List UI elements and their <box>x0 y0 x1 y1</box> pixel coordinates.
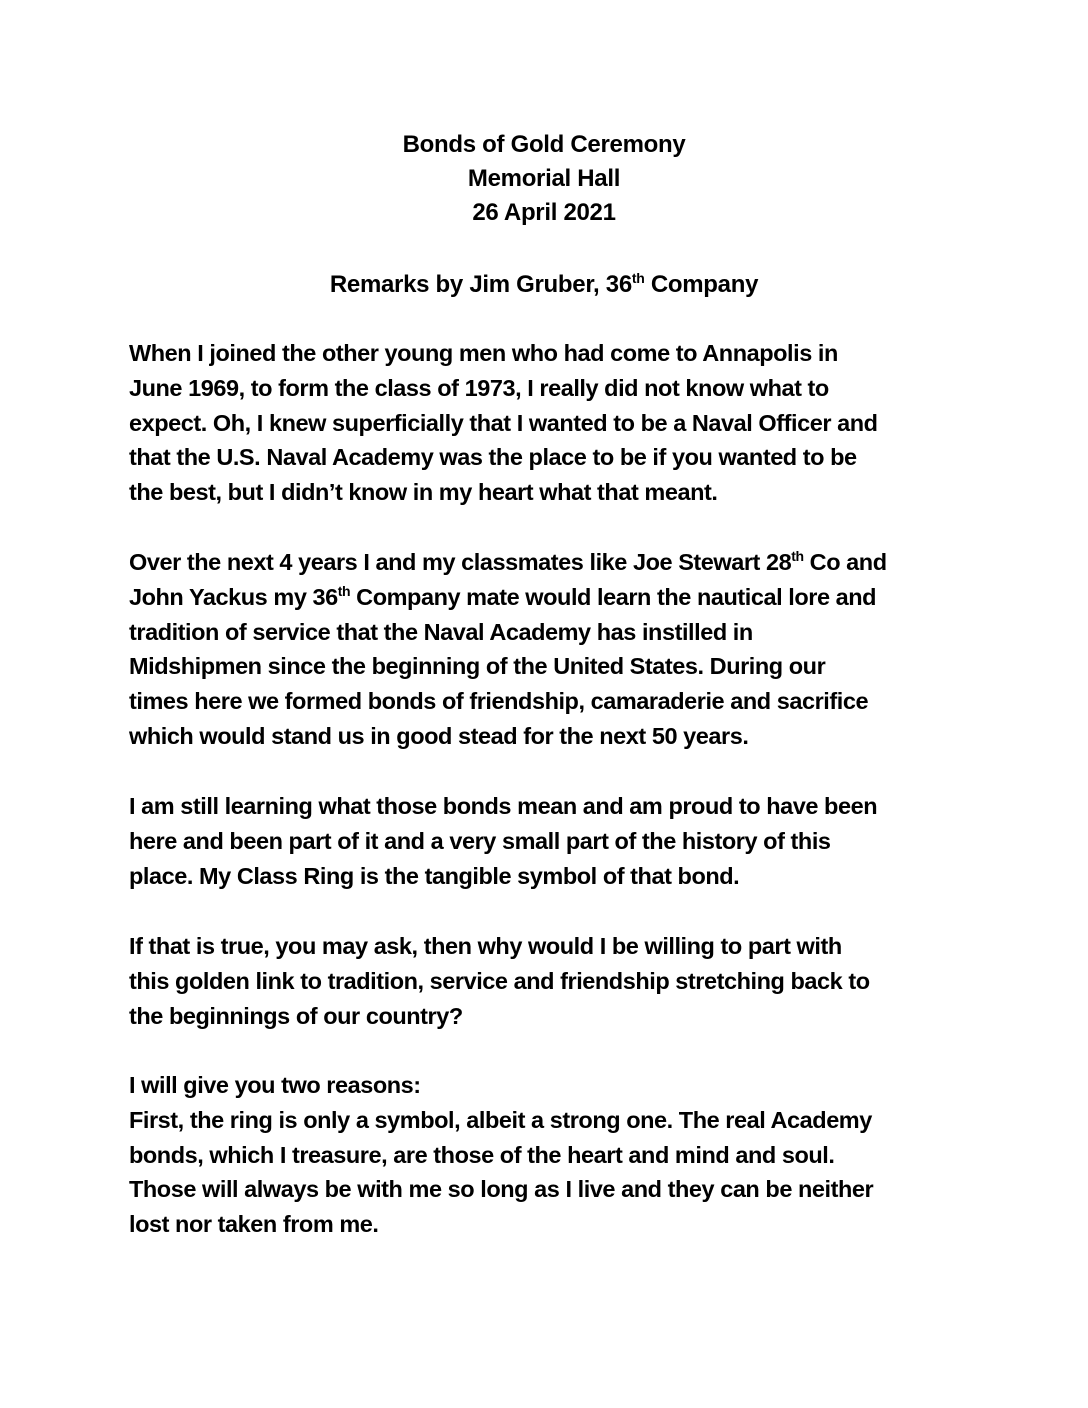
paragraph-line: here and been part of it and a very small part of the history of this <box>129 827 831 854</box>
ceremony-date: 26 April 2021 <box>472 199 616 226</box>
paragraph-line: Midshipmen since the beginning of the United States. During our <box>129 653 826 680</box>
line-text: Over the next 4 years I and my classmates like Joe Stewart 28 <box>129 549 792 575</box>
paragraph-line: which would stand us in good stead for the next 50 years. <box>129 722 749 749</box>
ordinal-superscript: th <box>791 548 804 565</box>
paragraph-line <box>129 580 969 615</box>
paragraph-5 <box>129 1068 969 1242</box>
paragraph-line: June 1969, to form the class of 1973, I really did not know what to <box>129 374 829 401</box>
paragraph-line: the best, but I didn’t know in my heart what that meant. <box>129 479 718 506</box>
paragraph-line: bonds, which I treasure, are those of the heart and mind and soul. <box>129 1141 835 1168</box>
paragraph-line <box>129 545 969 580</box>
paragraph-line: When I joined the other young men who had come to Annapolis in <box>129 340 838 366</box>
paragraph-line: Those will always be with me so long as I live and they can be neither <box>129 1176 874 1203</box>
remarks-byline <box>0 268 1088 302</box>
paragraph-2 <box>129 545 969 754</box>
paragraph-line: lost nor taken from me. <box>129 1211 379 1238</box>
paragraph-4 <box>129 929 969 1033</box>
ceremony-location: Memorial Hall <box>467 165 621 192</box>
remarks-ordinal: th <box>631 270 645 286</box>
paragraph-line: expect. Oh, I knew superficially that I wanted to be a Naval Officer and <box>129 409 878 436</box>
paragraph-3 <box>129 789 969 893</box>
remarks-suffix: Company <box>644 271 759 298</box>
line-text: Co and <box>803 549 887 575</box>
paragraph-1 <box>129 336 969 510</box>
paragraph-line: that the U.S. Naval Academy was the place to be if you wanted to be <box>129 444 857 471</box>
paragraph-line: place. My Class Ring is the tangible symbol of that bond. <box>129 862 740 889</box>
paragraph-line: I am still learning what those bonds mean and am proud to have been <box>129 793 878 819</box>
paragraph-line: this golden link to tradition, service and friendship stretching back to <box>129 967 870 994</box>
document-header <box>0 128 1088 230</box>
line-text: Company mate would learn the nautical lore and <box>350 583 877 610</box>
ordinal-superscript: th <box>337 582 351 599</box>
paragraph-line: If that is true, you may ask, then why would I be willing to part with <box>129 933 842 959</box>
paragraph-line: I will give you two reasons: <box>129 1072 421 1098</box>
paragraph-line: times here we formed bonds of friendship, camaraderie and sacrifice <box>129 688 869 715</box>
remarks-prefix: Remarks by Jim Gruber, 36 <box>329 271 632 298</box>
paragraph-line: tradition of service that the Naval Academy has instilled in <box>129 618 753 645</box>
paragraph-line: the beginnings of our country? <box>129 1002 463 1029</box>
paragraph-line: First, the ring is only a symbol, albeit a strong one. The real Academy <box>129 1106 872 1133</box>
line-text: John Yackus my 36 <box>129 583 338 610</box>
ceremony-title: Bonds of Gold Ceremony <box>402 131 686 158</box>
